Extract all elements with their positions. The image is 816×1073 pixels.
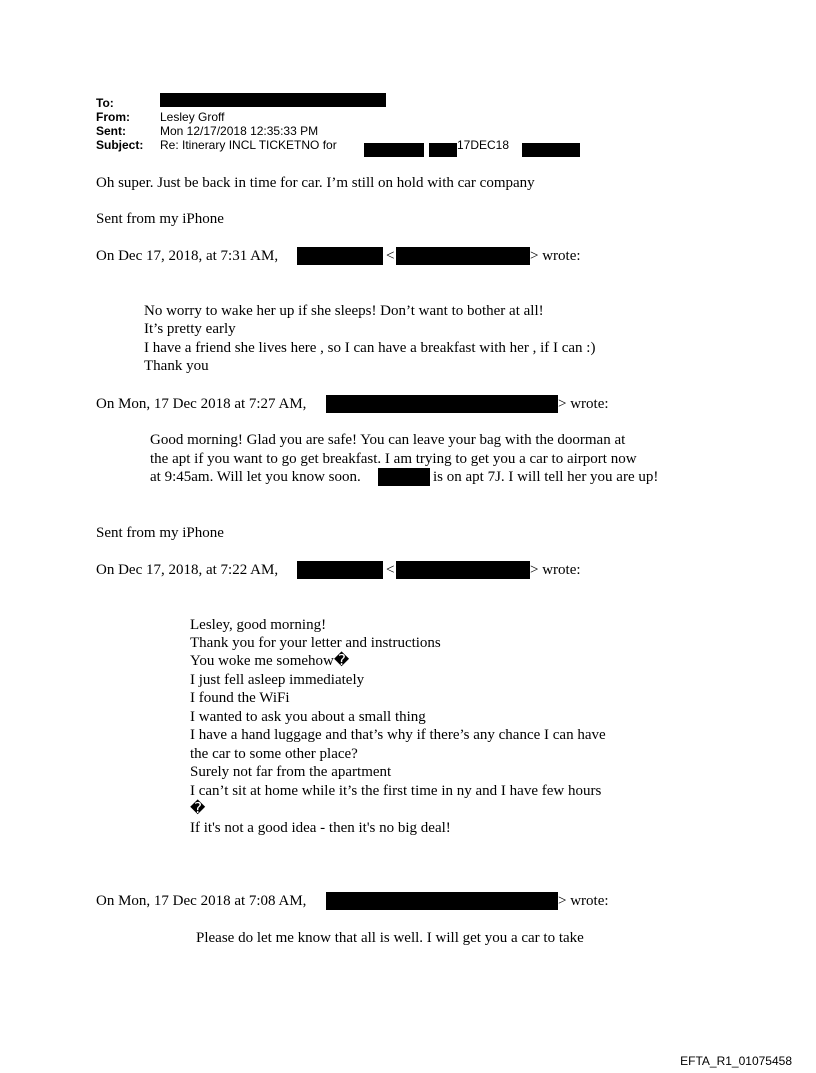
quote-line: You woke me somehow� (190, 653, 350, 669)
quote-header-1 (96, 247, 278, 265)
redacted-subject-code (522, 143, 580, 157)
wrote-text: > wrote: (530, 562, 581, 578)
quote-line: No worry to wake her up if she sleeps! Don’t want to bother at all! (144, 303, 544, 319)
redacted-subject-name-1 (364, 143, 424, 157)
quote-line: I can’t sit at home while it’s the first time in ny and I have few hours (190, 783, 602, 799)
sent-from-iphone: Sent from my iPhone (96, 525, 224, 541)
quote-line: is on apt 7J. I will tell her you are up! (433, 469, 659, 485)
quote-line: I found the WiFi (190, 690, 290, 706)
redacted-name (378, 468, 430, 486)
quote-line: I have a hand luggage and that’s why if there’s any chance I can have (190, 727, 606, 743)
sent-from-iphone: Sent from my iPhone (96, 211, 224, 227)
subject-prefix: Re: Itinerary INCL TICKETNO for (160, 138, 337, 152)
quote-line: the apt if you want to go get breakfast. I am trying to get you a car to airport now (150, 451, 637, 467)
quote-line: I have a friend she lives here , so I can have a breakfast with her , if I can :) (144, 340, 596, 356)
redacted-sender-name (297, 561, 383, 579)
from-value: Lesley Groff (160, 110, 225, 124)
quote-line: at 9:45am. Will let you know soon. (150, 469, 361, 485)
quote-header-2: On Mon, 17 Dec 2018 at 7:27 AM, (96, 396, 307, 412)
redacted-to-address (160, 93, 386, 107)
sent-value: Mon 12/17/2018 12:35:33 PM (160, 124, 319, 138)
quote-line: Thank you (144, 358, 209, 374)
quote-line: Surely not far from the apartment (190, 764, 392, 780)
angle-bracket: < (386, 562, 395, 578)
quote-line: Thank you for your letter and instructions (190, 635, 441, 651)
document-id: EFTA_R1_01075458 (680, 1054, 792, 1068)
redacted-subject-name-2 (429, 143, 457, 157)
quote-line: It’s pretty early (144, 321, 236, 337)
quote-line: � (190, 801, 206, 817)
quote-line: the car to some other place? (190, 746, 358, 762)
redacted-sender (326, 892, 558, 910)
wrote-text: > wrote: (558, 893, 609, 909)
quote-line: Lesley, good morning! (190, 617, 327, 633)
quote-header-3: On Dec 17, 2018, at 7:22 AM, (96, 562, 279, 578)
redacted-sender-email (396, 247, 530, 265)
wrote-text: > wrote: (558, 396, 609, 412)
quote-header-prefix: On Dec 17, 2018, at 7:31 AM, (96, 248, 279, 264)
sent-label: Sent: (96, 124, 126, 138)
quote-line: I just fell asleep immediately (190, 672, 365, 688)
angle-bracket: < (386, 248, 395, 264)
quote-line: Good morning! Glad you are safe! You can leave your bag with the doorman at (150, 432, 626, 448)
quote-line: I wanted to ask you about a small thing (190, 709, 426, 725)
redacted-sender-name (297, 247, 383, 265)
to-label: To: (96, 96, 114, 110)
subject-label: Subject: (96, 138, 144, 152)
wrote-text: > wrote: (530, 248, 581, 264)
quote-header-4: On Mon, 17 Dec 2018 at 7:08 AM, (96, 893, 307, 909)
redacted-sender-email (396, 561, 530, 579)
quote-line: If it's not a good idea - then it's no big deal! (190, 820, 451, 836)
subject-date: 17DEC18 (457, 138, 510, 152)
body-line: Oh super. Just be back in time for car. I’m still on hold with car company (96, 175, 535, 191)
from-label: From: (96, 110, 130, 124)
redacted-sender (326, 395, 558, 413)
quote-line: Please do let me know that all is well. I will get you a car to take (196, 930, 584, 946)
